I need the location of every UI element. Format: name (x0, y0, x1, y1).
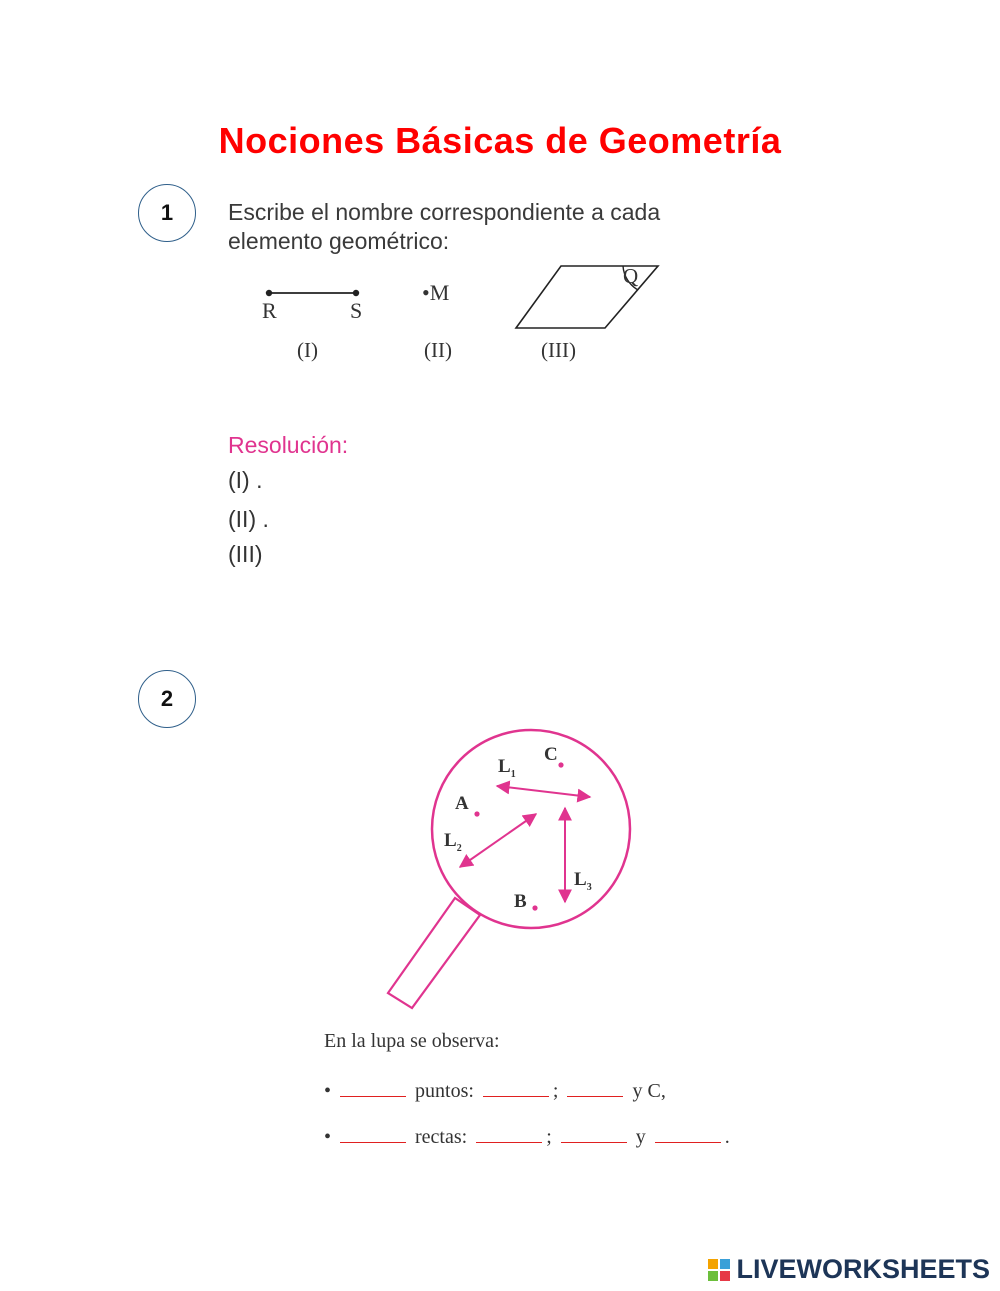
blank-line-1[interactable] (476, 1124, 542, 1143)
label-l3: $L_3$ (574, 869, 592, 893)
caption-i: (I) (297, 338, 318, 362)
point-a (474, 811, 479, 816)
liveworksheets-logo (708, 1254, 990, 1285)
label-a: A (455, 793, 469, 814)
resolution-title: Resolución: (228, 432, 349, 458)
blank-lines-count[interactable] (340, 1124, 406, 1143)
resolution-line-ii: (II) . (228, 506, 269, 532)
lines-sep: ; (546, 1126, 552, 1148)
label-b: B (514, 891, 527, 912)
page-title: Nociones Básicas de Geometría (218, 120, 782, 161)
blank-points-count[interactable] (340, 1078, 406, 1097)
caption-ii: (II) (424, 338, 452, 362)
bullet-2: • (324, 1126, 332, 1148)
q1-instruction-line2: elemento geométrico: (228, 228, 450, 254)
logo-text: LIVEWORKSHEETS (736, 1254, 990, 1284)
bullet-1: • (324, 1080, 332, 1102)
blank-line-2[interactable] (561, 1124, 627, 1143)
magnifier-handle (388, 898, 480, 1008)
point-b (532, 905, 537, 910)
bullet-lines-line (324, 1124, 730, 1149)
blank-point-2[interactable] (567, 1078, 623, 1097)
resolution-line-iii: (III) (228, 541, 263, 567)
logo-icon (708, 1259, 730, 1281)
label-r: R (262, 298, 277, 323)
point-r (266, 290, 272, 296)
label-l2: $L_2$ (444, 830, 462, 854)
q1-instruction-line1: Escribe el nombre correspondiente a cada (228, 199, 661, 225)
points-word: puntos: (415, 1080, 474, 1102)
points-end: y C, (632, 1080, 666, 1102)
lines-mid: y (635, 1126, 646, 1148)
q1-instruction (228, 198, 660, 256)
observe-text: En la lupa se observa: (324, 1030, 500, 1052)
magnifier-lens (432, 730, 630, 928)
question-2-number: 2 (138, 670, 196, 728)
points-sep: ; (552, 1080, 559, 1102)
point-c (558, 762, 563, 767)
label-s: S (350, 298, 363, 323)
figure-segment-rs (255, 280, 385, 370)
caption-iii: (III) (541, 338, 576, 362)
bullet-points-line (324, 1078, 666, 1103)
label-c: C (544, 744, 558, 765)
lines-end: . (724, 1126, 730, 1148)
blank-line-3[interactable] (655, 1124, 721, 1143)
label-q: Q (623, 264, 639, 288)
figure-parallelogram (510, 260, 670, 335)
label-m: •M (422, 280, 450, 305)
resolution-line-i: (I) . (228, 467, 263, 493)
question-1-number: 1 (138, 184, 196, 242)
point-s (353, 290, 359, 296)
blank-point-1[interactable] (483, 1078, 549, 1097)
label-l1: $L_1$ (498, 756, 516, 780)
lines-word: rectas: (415, 1126, 468, 1148)
